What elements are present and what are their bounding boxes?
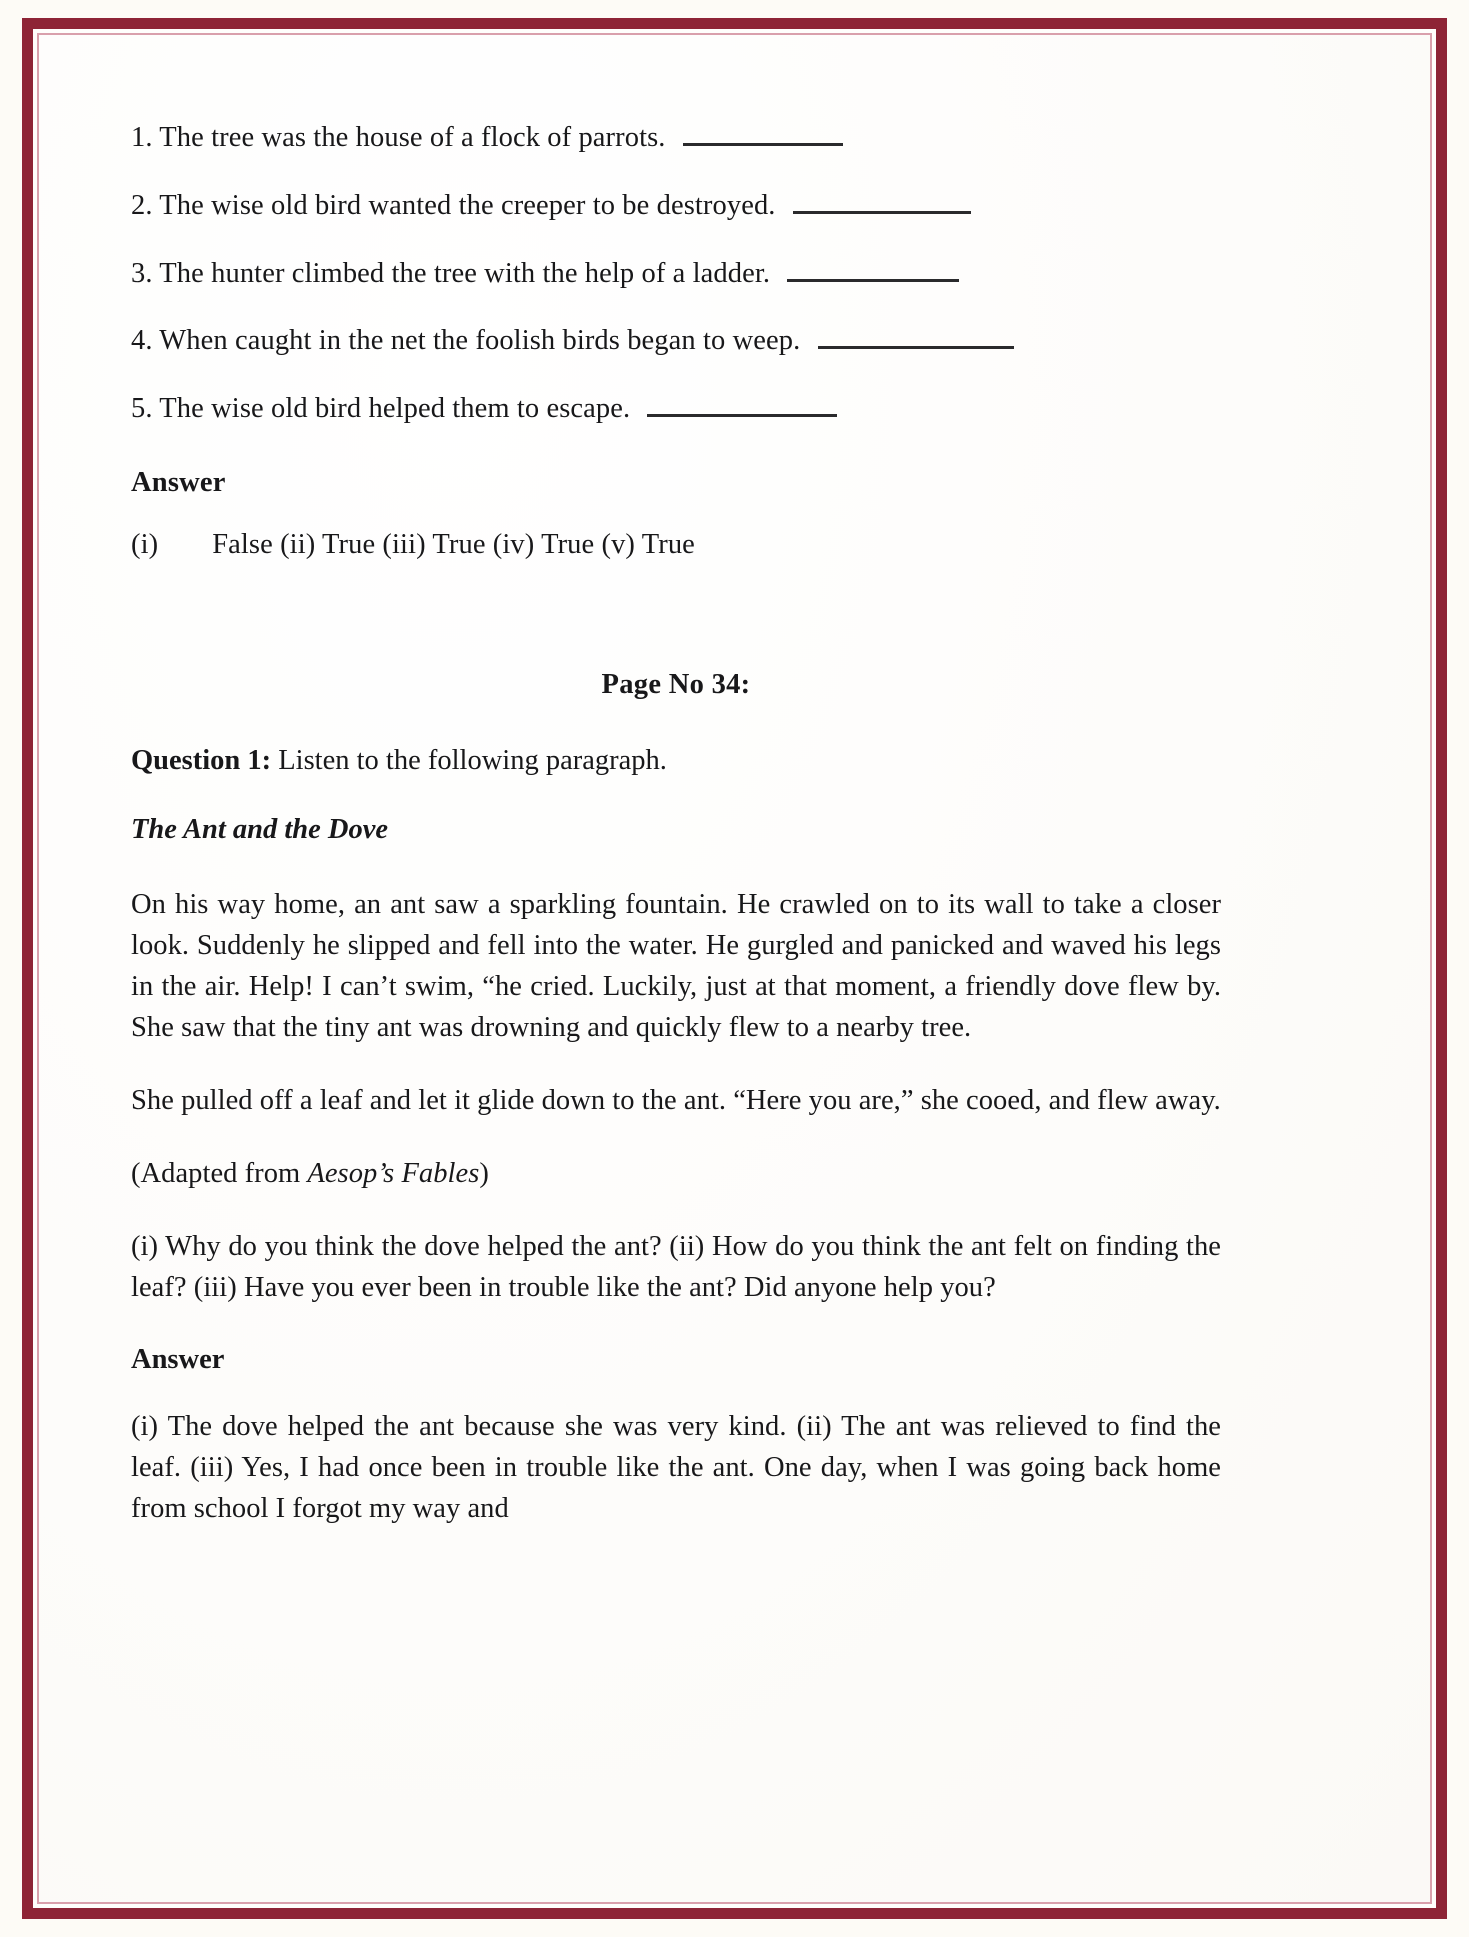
item-text: The wise old bird helped them to escape. xyxy=(159,393,631,425)
story-paragraph-2: She pulled off a leaf and let it glide down to the ant. “Here you are,” she cooed, and flew away. xyxy=(131,1084,1221,1116)
item-number: 4. xyxy=(131,325,153,357)
fill-in-blank[interactable] xyxy=(793,193,971,214)
item-number: 5. xyxy=(131,393,153,425)
list-item xyxy=(131,324,1221,359)
item-text: The hunter climbed the tree with the help of a ladder. xyxy=(159,257,771,289)
answer-values: False (ii) True (iii) True (iv) True (v) True xyxy=(212,528,695,560)
answer-roman-marker: (i) xyxy=(131,528,159,560)
credit-source-title: Aesop’s Fables xyxy=(307,1157,480,1189)
page-border-frame xyxy=(22,18,1447,1919)
document-content xyxy=(131,121,1221,1529)
list-item xyxy=(131,189,1221,224)
list-item xyxy=(131,257,1221,292)
fill-in-blank[interactable] xyxy=(647,396,837,417)
story-credit-line xyxy=(131,1153,1221,1194)
item-number: 1. xyxy=(131,122,153,153)
list-item xyxy=(131,121,1221,156)
comprehension-answer-text: (i) The dove helped the ant because she was very kind. (ii) The ant was relieved to find the leaf. (iii) Yes, I had once been in trouble like the ant. One day, when I was going back home from school I forgot my way and xyxy=(131,1411,1221,1525)
story-paragraph-1: On his way home, an ant saw a sparkling fountain. He crawled on to its wall to take a closer look. Suddenly he slipped and fell into the water. He gurgled and panicked and waved his legs in the air. Help! I can’t swim, “he cried. Luckily, just at that moment, a friendly dove flew by. She saw that the tiny ant was drowning and quickly flew to a nearby tree. xyxy=(131,888,1221,1043)
page-border-inner-line xyxy=(37,33,1432,1904)
item-number: 2. xyxy=(131,189,153,221)
list-item xyxy=(131,392,1221,427)
credit-prefix: (Adapted from xyxy=(131,1157,308,1189)
comprehension-questions: (i) Why do you think the dove helped the ant? (ii) How do you think the ant felt on finding the leaf? (iii) Have you ever been in trouble like the ant? Did anyone help you? xyxy=(131,1231,1221,1304)
answer-heading: Answer xyxy=(131,466,226,498)
answer-text xyxy=(131,529,1221,561)
fill-in-blank[interactable] xyxy=(818,328,1014,349)
item-text: When caught in the net the foolish birds began to weep. xyxy=(159,325,801,357)
question-line xyxy=(131,745,1221,777)
item-text: The tree was the house of a flock of parrots. xyxy=(159,122,666,153)
page-number-heading: Page No 34: xyxy=(601,668,751,700)
fill-in-blank[interactable] xyxy=(683,125,843,146)
item-number: 3. xyxy=(131,257,153,289)
story-title: The Ant and the Dove xyxy=(131,813,389,845)
question-text: Listen to the following paragraph. xyxy=(271,744,667,776)
credit-suffix: ) xyxy=(479,1157,489,1189)
item-text: The wise old bird wanted the creeper to be destroyed. xyxy=(159,189,776,221)
fill-in-blank[interactable] xyxy=(787,261,959,282)
question-label: Question 1: xyxy=(131,744,272,776)
comprehension-answer-heading: Answer xyxy=(131,1344,225,1376)
